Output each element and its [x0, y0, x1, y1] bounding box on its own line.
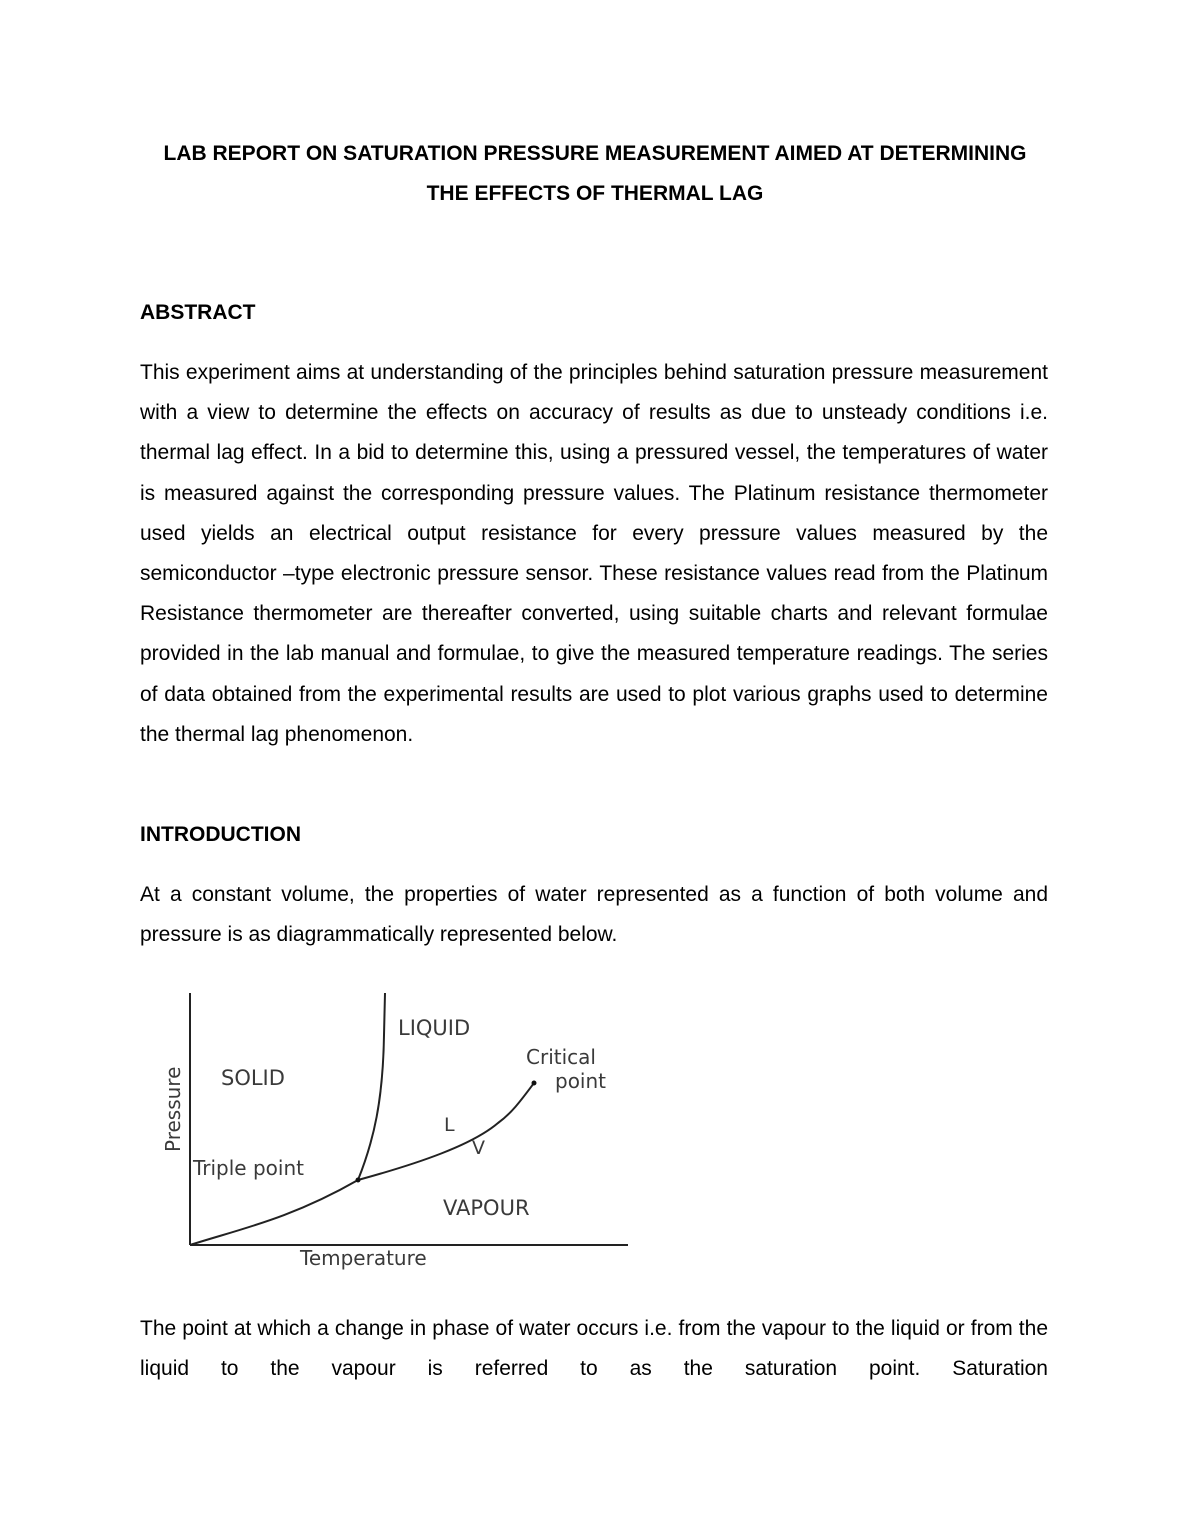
critical-point-label-line1: Critical	[526, 1045, 596, 1069]
x-axis-label: Temperature	[300, 1246, 427, 1270]
introduction-paragraph: At a constant volume, the properties of water represented as a function of both volume and pressure is as diagrammatically represented below.	[140, 883, 1048, 947]
report-title: LAB REPORT ON SATURATION PRESSURE MEASUREMENT AIMED AT DETERMINING THE EFFECTS OF THERMAL LAG	[163, 142, 1027, 205]
phase-diagram-svg	[150, 985, 640, 1275]
triple-point-label: Triple point	[193, 1156, 304, 1180]
vapour-region-label: VAPOUR	[443, 1196, 530, 1220]
critical-point-marker	[532, 1081, 537, 1086]
triple-point-marker	[356, 1178, 361, 1183]
sublimation-curve	[190, 1180, 358, 1245]
phase-diagram-figure	[150, 985, 640, 1275]
curve-label-l: L	[444, 1114, 455, 1136]
curve-label-v: V	[472, 1137, 485, 1159]
fusion-curve	[358, 993, 385, 1180]
critical-point-label-line2: point	[555, 1069, 607, 1093]
y-axis-label: Pressure	[161, 1066, 185, 1152]
continuation-paragraph: The point at which a change in phase of water occurs i.e. from the vapour to the liquid or from the liquid to the vapour is referred to as the saturation point. Saturation	[140, 1317, 1048, 1381]
abstract-heading: ABSTRACT	[140, 301, 256, 324]
liquid-region-label: LIQUID	[398, 1016, 471, 1040]
solid-region-label: SOLID	[221, 1066, 285, 1090]
introduction-heading: INTRODUCTION	[140, 823, 301, 846]
abstract-paragraph: This experiment aims at understanding of the principles behind saturation pressure measurement with a view to determine the effects on accuracy of results as due to unsteady conditions i.e. thermal lag effect. In a bid to determine this, using a pressured vessel, the temperatures of water is measured against the corresponding pressure values. The Platinum resistance thermometer used yields an electrical output resistance for every pressure values measured by the semiconductor –type electronic pressure sensor. These resistance values read from the Platinum Resistance thermometer are thereafter converted, using suitable charts and relevant formulae provided in the lab manual and formulae, to give the measured temperature readings. The series of data obtained from the experimental results are used to plot various graphs used to determine the thermal lag phenomenon.	[140, 361, 1048, 746]
